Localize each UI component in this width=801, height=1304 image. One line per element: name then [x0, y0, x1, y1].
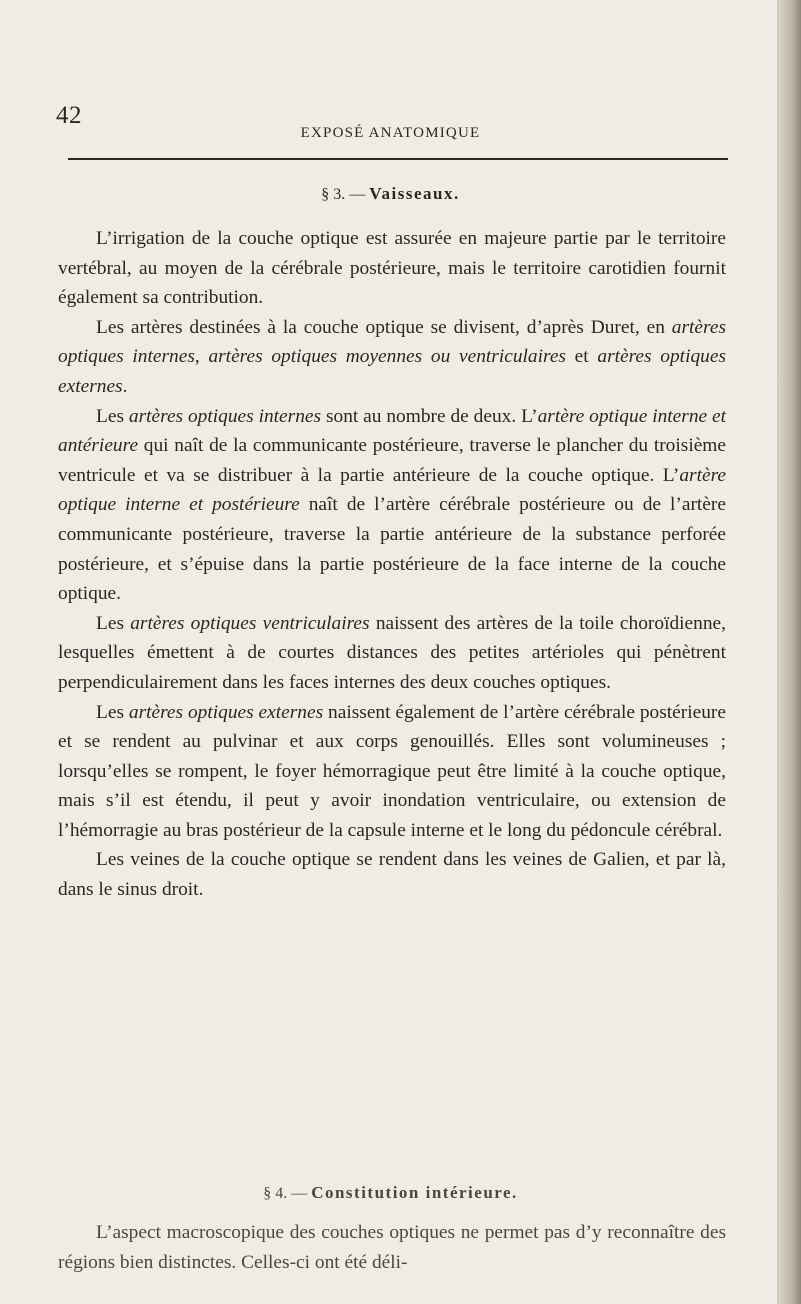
text-run: sont au nombre de deux. L’	[321, 405, 538, 427]
section-title: Constitution intérieure.	[311, 1183, 518, 1202]
paragraph	[58, 224, 726, 313]
paragraph	[58, 313, 726, 402]
text-run: .	[122, 375, 128, 397]
section-number: § 3. —	[321, 186, 366, 203]
paragraph	[58, 1218, 726, 1277]
page-number: 42	[56, 102, 82, 129]
paragraph	[58, 845, 726, 904]
italic-term: artères optiques externes	[58, 346, 726, 397]
section-heading-4	[0, 1183, 781, 1203]
italic-term: artère optique interne et postérieure	[58, 464, 726, 516]
section-number: § 4. —	[263, 1185, 308, 1202]
page-edge	[779, 0, 801, 1304]
text-run: qui naît de la communicante postérieure, traverse le plancher du troisième ventricule et va se distribuer à la partie antérieure de la couche optique. L’	[58, 435, 726, 486]
text-run: Les	[96, 701, 129, 723]
italic-term: artères optiques internes	[128, 405, 322, 427]
italic-term: artères optiques moyennes ou ventriculaires	[208, 346, 566, 368]
text-run: L’aspect macroscopique des couches optiques ne permet pas d’y reconnaître des régions bien distinctes. Celles-ci ont été déli-	[58, 1222, 726, 1273]
header-rule	[68, 158, 728, 160]
paragraph-block	[58, 224, 726, 905]
italic-term: artère optique interne et antérieure	[58, 405, 726, 457]
italic-term: artères optiques internes	[58, 316, 726, 368]
text-run: Les	[96, 405, 129, 427]
section-title: Vaisseaux.	[369, 184, 460, 203]
paragraph-block	[58, 1218, 726, 1277]
italic-term: artères optiques externes	[128, 701, 324, 723]
text-run: et	[565, 346, 598, 368]
body-text-continued	[58, 1218, 726, 1277]
paragraph	[58, 402, 726, 609]
paragraph	[58, 609, 726, 698]
running-head: EXPOSÉ ANATOMIQUE	[300, 125, 481, 141]
text-run: Les artères destinées à la couche optique se divisent, d’après Duret, en	[96, 316, 672, 338]
text-run: naissent des artères de la toile choroïdienne, lesquelles émettent à de courtes distances des petites artérioles qui pénètrent perpendiculairement dans les faces internes des deux couches optiques.	[58, 612, 726, 693]
section-heading-3	[0, 184, 781, 204]
text-run: L’irrigation de la couche optique est assurée en majeure partie par le territoire vertébral, au moyen de la cérébrale postérieure, mais le territoire carotidien fournit également sa contribution.	[58, 228, 726, 309]
italic-term: artères optiques ventriculaires	[130, 612, 370, 634]
text-run: ,	[194, 346, 209, 368]
body-text	[58, 224, 726, 905]
text-run: naît de l’artère cérébrale postérieure ou de l’artère communicante postérieure, traverse la partie antérieure de la substance perforée postérieure, et s’épuise dans la partie postérieure de la face interne de la couche optique.	[58, 494, 726, 605]
text-run: Les	[96, 612, 131, 634]
paragraph	[58, 698, 726, 846]
text-run: naissent également de l’artère cérébrale postérieure et se rendent au pulvinar et aux corps genouillés. Elles sont volumineuses ; lorsqu’elles se rompent, le foyer hémorragique peut être limité à la couche optique, mais s’il est étendu, il peut y avoir inondation ventriculaire, ou extension de l’hémorragie au bras postérieur de la capsule interne et le long du pédoncule cérébral.	[58, 701, 726, 841]
text-run: Les veines de la couche optique se rendent dans les veines de Galien, et par là, dans le sinus droit.	[58, 849, 726, 901]
